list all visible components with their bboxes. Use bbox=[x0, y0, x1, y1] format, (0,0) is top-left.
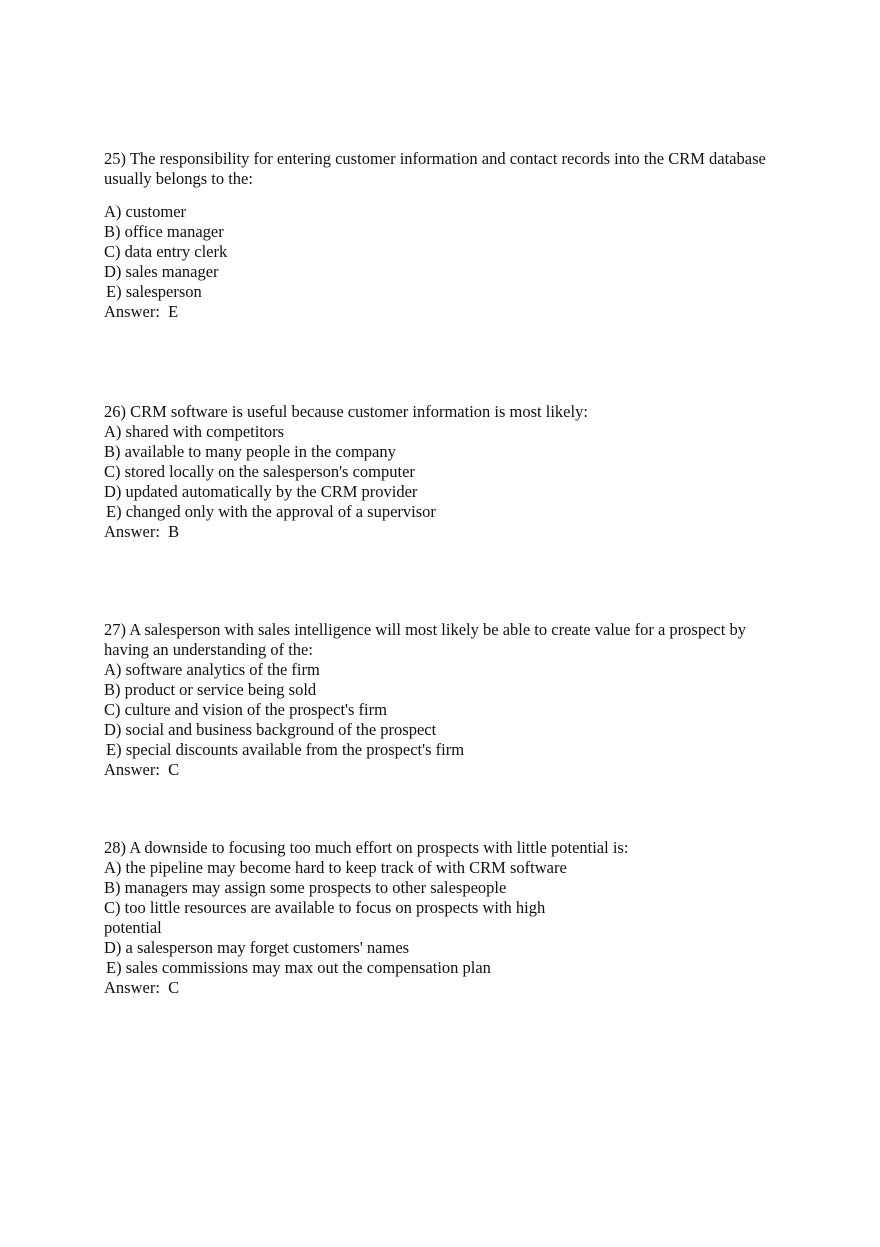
option-b: B) office manager bbox=[104, 222, 224, 241]
question-26 bbox=[104, 402, 794, 542]
question-stem bbox=[104, 838, 664, 858]
option-c: C) too little resources are available to focus on prospects with high potential bbox=[104, 898, 546, 937]
question-number: 28) bbox=[104, 838, 126, 857]
option-b: B) available to many people in the company bbox=[104, 442, 396, 461]
question-number: 25) bbox=[104, 149, 126, 168]
option-e: E) changed only with the approval of a supervisor bbox=[106, 502, 436, 521]
question-text: CRM software is useful because customer information is most likely: bbox=[130, 402, 588, 421]
option-a: A) shared with competitors bbox=[104, 422, 285, 441]
option-b: B) product or service being sold bbox=[104, 680, 317, 699]
option-c: C) culture and vision of the prospect's firm bbox=[104, 700, 387, 719]
answer-line: Answer: B bbox=[104, 522, 180, 541]
option-e: E) special discounts available from the prospect's firm bbox=[106, 740, 465, 759]
question-number: 27) bbox=[104, 620, 126, 639]
answer-line: Answer: C bbox=[104, 760, 180, 779]
option-d: D) updated automatically by the CRM provider bbox=[104, 482, 418, 501]
question-27 bbox=[104, 620, 794, 780]
option-c: C) data entry clerk bbox=[104, 242, 228, 261]
question-stem bbox=[104, 620, 794, 660]
question-text: A downside to focusing too much effort on prospects with little potential is: bbox=[129, 838, 629, 857]
option-a: A) software analytics of the firm bbox=[104, 660, 320, 679]
question-stem bbox=[104, 402, 794, 422]
question-stem bbox=[104, 149, 794, 189]
option-d: D) a salesperson may forget customers' names bbox=[104, 938, 410, 957]
option-e: E) sales commissions may max out the compensation plan bbox=[106, 958, 491, 977]
option-c: C) stored locally on the salesperson's computer bbox=[104, 462, 415, 481]
answer-line: Answer: E bbox=[104, 302, 179, 321]
option-a: A) the pipeline may become hard to keep track of with CRM software bbox=[104, 858, 567, 877]
question-text: The responsibility for entering customer information and contact records into the CRM database usually belongs to the: bbox=[104, 149, 766, 188]
option-e: E) salesperson bbox=[106, 282, 202, 301]
question-number: 26) bbox=[104, 402, 126, 421]
option-b: B) managers may assign some prospects to other salespeople bbox=[104, 878, 507, 897]
option-a: A) customer bbox=[104, 202, 187, 221]
option-d: D) sales manager bbox=[104, 262, 219, 281]
question-25 bbox=[104, 149, 794, 322]
answer-line: Answer: C bbox=[104, 978, 180, 997]
question-28 bbox=[104, 838, 794, 998]
option-d: D) social and business background of the prospect bbox=[104, 720, 437, 739]
question-text: A salesperson with sales intelligence will most likely be able to create value for a prospect by having an understanding of the: bbox=[104, 620, 746, 659]
